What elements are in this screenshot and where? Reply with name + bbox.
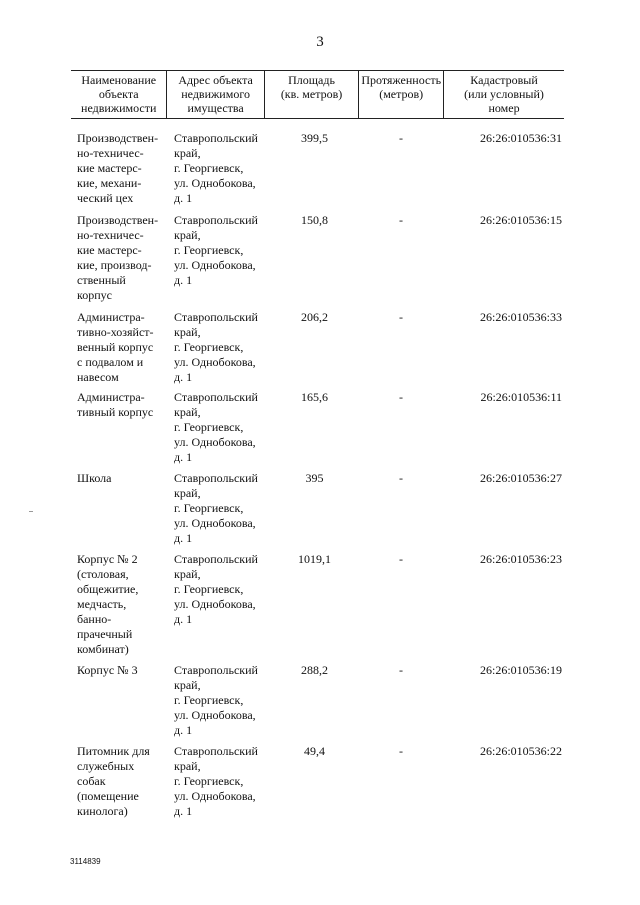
table-row [71,131,564,206]
header-length: Протяженность (метров) [358,71,443,118]
cell-area: 288,2 [301,663,328,677]
table-header [71,70,564,119]
cell-address: Ставропольский край, г. Георгиевск, ул. Однобокова, д. 1 [174,471,258,545]
cell-area: 49,4 [304,744,325,758]
cell-address: Ставропольский край, г. Георгиевск, ул. Однобокова, д. 1 [174,131,258,205]
margin-mark [29,511,33,512]
cell-area: 150,8 [301,213,328,227]
cell-address: Ставропольский край, г. Георгиевск, ул. Однобокова, д. 1 [174,744,258,818]
cell-length: - [399,552,403,566]
cell-address: Ставропольский край, г. Георгиевск, ул. Однобокова, д. 1 [174,663,258,737]
table-row [71,552,564,657]
cell-area: 1019,1 [298,552,331,566]
cell-length: - [399,131,403,145]
cell-cadastral: 26:26:010536:27 [479,471,562,485]
table-row [71,213,564,303]
cell-name: Питомник для служебных собак (помещение кинолога) [77,744,150,818]
cell-length: - [399,744,403,758]
table-row [71,390,564,465]
table-row [71,744,564,819]
table-row [71,310,564,385]
cell-address: Ставропольский край, г. Георгиевск, ул. Однобокова, д. 1 [174,390,258,464]
cell-name: Корпус № 2 (столовая, общежитие, медчасть, банно- прачечный комбинат) [77,552,139,656]
cell-cadastral: 26:26:010536:22 [479,744,562,758]
cell-address: Ставропольский край, г. Георгиевск, ул. Однобокова, д. 1 [174,310,258,384]
cell-cadastral: 26:26:010536:23 [479,552,562,566]
cell-name: Производствен- но-техничес- кие мастерс- кие, производ- ственный корпус [77,213,159,302]
cell-address: Ставропольский край, г. Георгиевск, ул. Однобокова, д. 1 [174,552,258,626]
cell-name: Корпус № 3 [77,663,138,677]
cell-name: Администра- тивно-хозяйст- венный корпус с подвалом и навесом [77,310,154,384]
header-address: Адрес объекта недвижимого имущества [166,71,263,118]
cell-name: Администра- тивный корпус [77,390,154,419]
page-number: 3 [316,34,324,50]
table-row [71,471,564,546]
cell-length: - [399,663,403,677]
cell-cadastral: 26:26:010536:33 [479,310,562,324]
cell-area: 399,5 [301,131,328,145]
header-cadastral: Кадастровый (или условный) номер [443,71,564,118]
cell-cadastral: 26:26:010536:31 [479,131,562,145]
document-code: 3114839 [70,857,101,866]
cell-cadastral: 26:26:010536:11 [480,390,562,404]
cell-cadastral: 26:26:010536:15 [479,213,562,227]
header-area: Площадь (кв. метров) [264,71,359,118]
cell-length: - [399,310,403,324]
property-table [71,70,564,818]
cell-name: Производствен- но-техничес- кие мастерс- кие, механи- ческий цех [77,131,159,205]
cell-area: 395 [305,471,324,485]
header-name: Наименование объекта недвижимости [81,73,157,115]
table-row [71,663,564,738]
cell-area: 206,2 [301,310,328,324]
cell-cadastral: 26:26:010536:19 [479,663,562,677]
cell-length: - [399,213,403,227]
cell-length: - [399,390,403,404]
cell-area: 165,6 [301,390,328,404]
cell-name: Школа [77,471,112,485]
cell-length: - [399,471,403,485]
cell-address: Ставропольский край, г. Георгиевск, ул. Однобокова, д. 1 [174,213,258,287]
